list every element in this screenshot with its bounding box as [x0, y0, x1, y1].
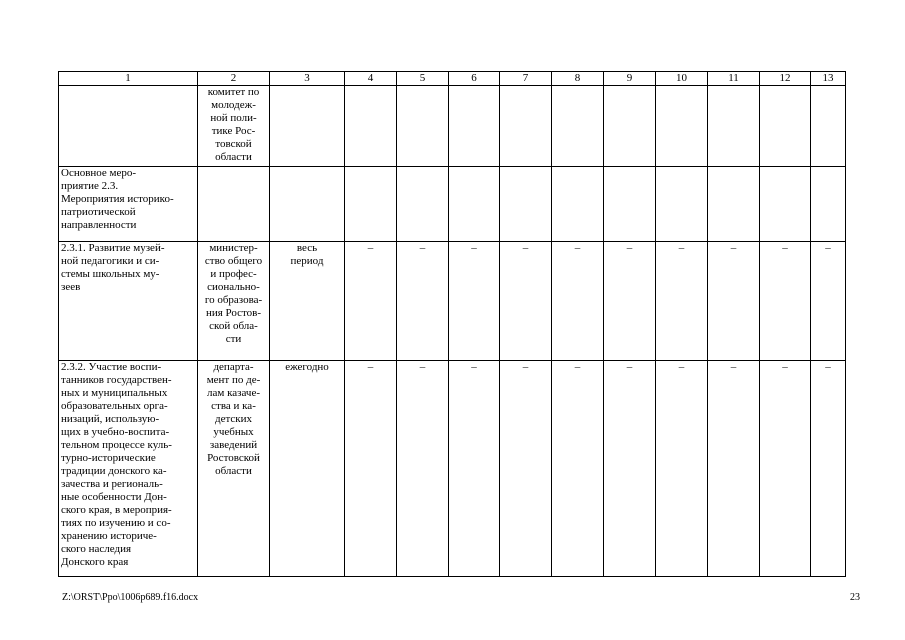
header-cell: 9 — [604, 72, 656, 86]
header-cell: 12 — [760, 72, 811, 86]
header-cell: 4 — [345, 72, 397, 86]
period-cell: весь период — [270, 242, 345, 361]
value-cell — [449, 167, 500, 242]
activity-cell: Основное меро- приятие 2.3. Мероприятия историко- патриотической направленности — [59, 167, 198, 242]
table-row — [59, 167, 846, 242]
value-cell: – — [656, 361, 708, 577]
header-cell: 10 — [656, 72, 708, 86]
value-cell — [604, 86, 656, 167]
value-cell: – — [449, 361, 500, 577]
value-cell — [552, 86, 604, 167]
period-cell: ежегодно — [270, 361, 345, 577]
activity-cell — [59, 86, 198, 167]
value-cell: – — [760, 361, 811, 577]
value-cell — [397, 167, 449, 242]
value-cell — [500, 86, 552, 167]
header-cell: 8 — [552, 72, 604, 86]
table-row — [59, 242, 846, 361]
footer-file-path: Z:\ORST\Ppo\1006p689.f16.docx — [62, 592, 199, 603]
value-cell: – — [604, 361, 656, 577]
value-cell — [449, 86, 500, 167]
table-row — [59, 86, 846, 167]
table-row — [59, 361, 846, 577]
activity-cell: 2.3.2. Участие воспи- танников государствен- ных и муниципальных образовательных орга- низаций, использую- щих в учебно-воспита- тельном процессе куль- турно-исторические традиции донского ка- зачества и региональ- ные особенности Дон- ского края, в мероприя- тиях по изучению и со- хранению историче- ского наследия Донского края — [59, 361, 198, 577]
executor-cell: департа- мент по де- лам казаче- ства и ка- детских учебных заведений Ростовской области — [198, 361, 270, 577]
value-cell — [604, 167, 656, 242]
value-cell — [345, 86, 397, 167]
value-cell — [811, 167, 846, 242]
value-cell: – — [811, 242, 846, 361]
header-cell: 5 — [397, 72, 449, 86]
value-cell: – — [760, 242, 811, 361]
executor-cell: министер- ство общего и профес- сионально- го образова- ния Ростов- ской обла- сти — [198, 242, 270, 361]
value-cell — [656, 86, 708, 167]
value-cell: – — [397, 242, 449, 361]
value-cell — [345, 167, 397, 242]
value-cell: – — [345, 242, 397, 361]
value-cell: – — [345, 361, 397, 577]
header-row — [59, 72, 846, 86]
value-cell: – — [397, 361, 449, 577]
value-cell: – — [708, 242, 760, 361]
header-cell: 6 — [449, 72, 500, 86]
value-cell: – — [552, 361, 604, 577]
value-cell: – — [500, 242, 552, 361]
executor-cell: комитет по молодеж- ной поли- тике Рос- товской области — [198, 86, 270, 167]
page-number: 23 — [850, 592, 860, 603]
value-cell: – — [656, 242, 708, 361]
value-cell — [760, 167, 811, 242]
header-cell: 7 — [500, 72, 552, 86]
value-cell — [552, 167, 604, 242]
value-cell — [500, 167, 552, 242]
value-cell — [656, 167, 708, 242]
period-cell — [270, 86, 345, 167]
header-cell: 13 — [811, 72, 846, 86]
value-cell — [760, 86, 811, 167]
program-table — [58, 71, 846, 577]
value-cell — [708, 167, 760, 242]
value-cell: – — [449, 242, 500, 361]
header-cell: 3 — [270, 72, 345, 86]
header-cell: 2 — [198, 72, 270, 86]
header-cell: 1 — [59, 72, 198, 86]
value-cell — [811, 86, 846, 167]
value-cell — [708, 86, 760, 167]
activity-cell: 2.3.1. Развитие музей- ной педагогики и си- стемы школьных му- зеев — [59, 242, 198, 361]
period-cell — [270, 167, 345, 242]
value-cell: – — [604, 242, 656, 361]
value-cell: – — [811, 361, 846, 577]
value-cell: – — [500, 361, 552, 577]
header-cell: 11 — [708, 72, 760, 86]
value-cell: – — [552, 242, 604, 361]
executor-cell — [198, 167, 270, 242]
value-cell — [397, 86, 449, 167]
value-cell: – — [708, 361, 760, 577]
